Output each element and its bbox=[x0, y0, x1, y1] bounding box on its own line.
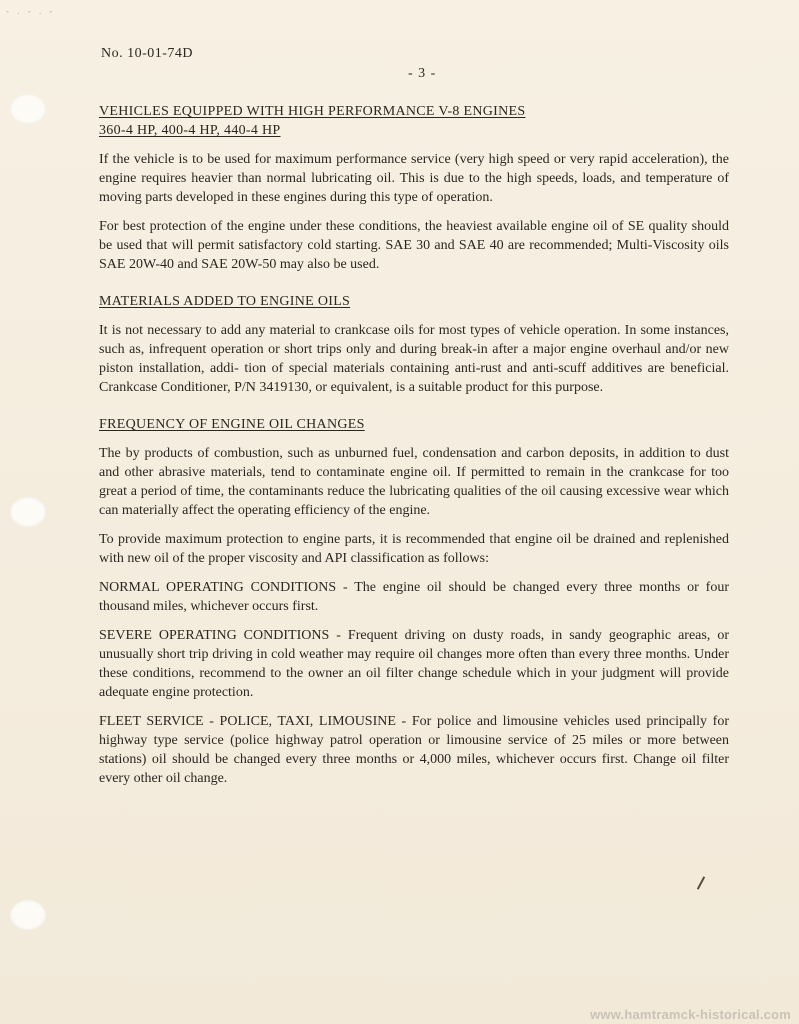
page-number: - 3 - bbox=[408, 66, 437, 81]
paragraph: To provide maximum protection to engine parts, it is recommended that engine oil be drained and replenished with new oil of the proper viscosity and API classification as follows: bbox=[99, 532, 729, 566]
punch-hole-top bbox=[10, 94, 46, 124]
paragraph: For best protection of the engine under these conditions, the heaviest available engine oil of SE quality should be used that will permit satisfactory cold starting. SAE 30 and SAE 40 are recommended; Multi-Viscosity oils SAE 20W-40 and SAE 20W-50 may also be used. bbox=[99, 219, 729, 272]
punch-hole-middle bbox=[10, 497, 46, 527]
paragraph: It is not necessary to add any material to crankcase oils for most types of vehicle operation. In some instances, such as, infrequent operation or short trips only and during break-in after a major engine overhaul and/or new piston installation, addi- tion of special materials containing anti-rust and anti-scuff additives are beneficial. Crankcase Conditioner, P/N 3419130, or equivalent, is a suitable product for this purpose. bbox=[99, 323, 729, 395]
watermark: www.hamtramck-historical.com bbox=[590, 1007, 791, 1022]
punch-hole-bottom bbox=[10, 900, 46, 930]
document-body bbox=[99, 102, 729, 788]
section-heading-materials: MATERIALS ADDED TO ENGINE OILS bbox=[99, 294, 351, 309]
document-number: No. 10-01-74D bbox=[101, 46, 194, 61]
paragraph-severe-conditions: SEVERE OPERATING CONDITIONS - Frequent driving on dusty roads, in sandy geographic areas, or unusually short trip driving in cold weather may require oil changes more often than every three months. Under these conditions, recommend to the owner an oil filter change schedule which in your judgment will provide adequate engine protection. bbox=[99, 628, 729, 700]
paragraph: If the vehicle is to be used for maximum performance service (very high speed or very rapid acceleration), the engine requires heavier than normal lubricating oil. This is due to the high speeds, loads, and temperature of moving parts developed in these engines during this type of operation. bbox=[99, 152, 729, 205]
section-heading-frequency: FREQUENCY OF ENGINE OIL CHANGES bbox=[99, 417, 365, 432]
heading-line-2: 360-4 HP, 400-4 HP, 440-4 HP bbox=[99, 123, 281, 138]
paragraph-normal-conditions: NORMAL OPERATING CONDITIONS - The engine oil should be changed every three months or four thousand miles, whichever occurs first. bbox=[99, 580, 729, 614]
pen-mark bbox=[697, 876, 705, 889]
corner-marks: - . - . - bbox=[6, 6, 56, 16]
paragraph-fleet-service: FLEET SERVICE - POLICE, TAXI, LIMOUSINE - For police and limousine vehicles used principally for highway type service (police highway patrol operation or limousine service of 25 miles or more between stations) oil should be changed every three months or 4,000 miles, whichever occurs first. Change oil filter every other oil change. bbox=[99, 714, 729, 786]
paragraph: The by products of combustion, such as unburned fuel, condensation and carbon deposits, in addition to dust and other abrasive materials, tend to contaminate engine oil. If permitted to remain in the crankcase for too great a period of time, the contaminants reduce the lubricating qualities of the oil causing excessive wear which can materially affect the operating efficiency of the engine. bbox=[99, 446, 729, 518]
section-heading-high-performance bbox=[99, 102, 729, 140]
heading-line-1: VEHICLES EQUIPPED WITH HIGH PERFORMANCE V-8 ENGINES bbox=[99, 104, 526, 119]
